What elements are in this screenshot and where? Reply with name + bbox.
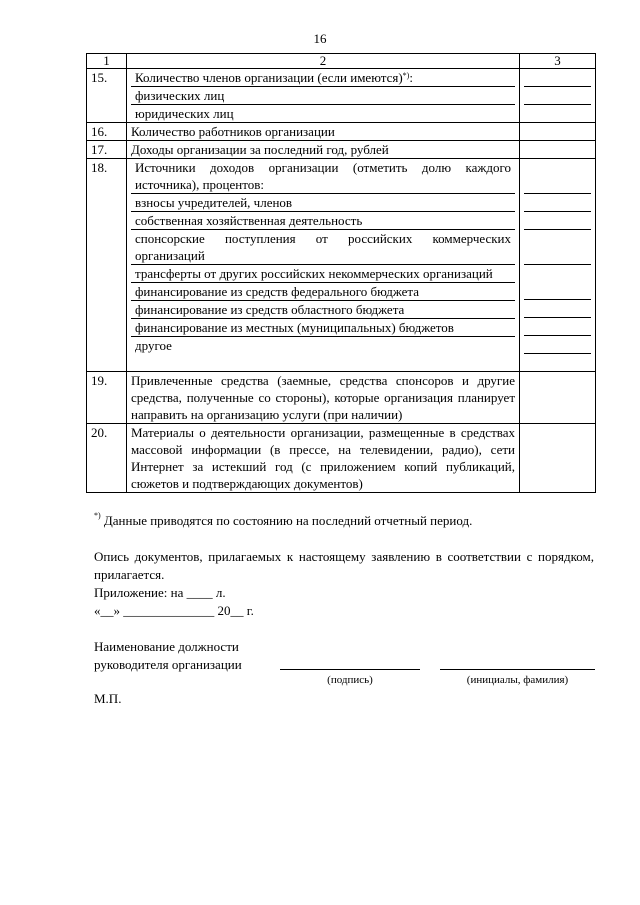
stamp-place: М.П. [94, 691, 122, 706]
row-content: Количество работников организации [127, 123, 520, 141]
header-col-2: 2 [127, 54, 520, 69]
row-line: трансферты от других российских некоммерческих организаций [131, 264, 515, 282]
row-line: финансирование из местных (муниципальных) бюджетов [131, 318, 515, 336]
value-cell[interactable] [520, 123, 596, 141]
table-row-17 [87, 141, 596, 159]
row-line: Источники доходов организации (отметить долю каждого источника), процентов: [135, 160, 511, 192]
row-content [127, 69, 520, 123]
row-content: Привлеченные средства (заемные, средства спонсоров и другие средства, полученные со стороны), которые организация планирует направить на организацию услуги (при наличии) [127, 372, 520, 424]
table-row-15 [87, 69, 596, 123]
table-header-row [87, 54, 596, 69]
footnote-mark: *) [402, 71, 410, 80]
row-line: спонсорские поступления от российских коммерческих организаций [131, 229, 515, 264]
page-number: 16 [313, 31, 327, 46]
footnote: *) Данные приводятся по состоянию на последний отчетный период. [94, 511, 473, 528]
application-form-table [86, 53, 596, 493]
documents-note: Опись документов, прилагаемых к настоящему заявлению в соответствии с порядком, прилагается. [94, 549, 594, 582]
row-content: Доходы организации за последний год, рублей [127, 141, 520, 159]
value-cell[interactable] [520, 424, 596, 493]
row-line: взносы учредителей, членов [131, 193, 515, 211]
signature-line[interactable] [280, 669, 420, 670]
header-col-3: 3 [520, 54, 596, 69]
row-number: 16. [87, 123, 127, 141]
row-number: 18. [87, 159, 127, 372]
row-content: Материалы о деятельности организации, размещенные в средствах массовой информации (в прессе, на телевидении, радио), сети Интернет за истекший год (с приложением копий публикаций, сюжетов и подтверждающих документов) [127, 424, 520, 493]
row-number: 15. [87, 69, 127, 123]
value-cell[interactable] [520, 372, 596, 424]
attachment-block [94, 584, 254, 620]
footnote-mark: *) [94, 511, 101, 520]
row-line: физических лиц [131, 86, 515, 104]
row-number: 17. [87, 141, 127, 159]
signature-caption: (подпись) [327, 674, 373, 686]
row-line: финансирование из средств областного бюджета [131, 300, 515, 318]
row-line: Количество членов организации (если имеются)*): [135, 70, 413, 85]
value-cell[interactable] [520, 69, 596, 123]
position-title: Наименование должности руководителя организации [94, 639, 242, 672]
header-col-1: 1 [87, 54, 127, 69]
row-line: юридических лиц [131, 104, 515, 122]
table-row-20 [87, 424, 596, 493]
row-number: 19. [87, 372, 127, 424]
row-line: другое [131, 336, 515, 354]
attachment-pages: Приложение: на ____ л. [94, 585, 226, 600]
name-caption: (инициалы, фамилия) [466, 674, 569, 686]
row-line: финансирование из средств федерального бюджета [131, 282, 515, 300]
row-line: собственная хозяйственная деятельность [131, 211, 515, 229]
row-content [127, 159, 520, 372]
value-cell[interactable] [520, 141, 596, 159]
table-row-16 [87, 123, 596, 141]
table-row-18 [87, 159, 596, 372]
table-row-19 [87, 372, 596, 424]
name-line[interactable] [440, 669, 595, 670]
value-cell[interactable] [520, 159, 596, 372]
attachment-date: «__» ______________ 20__ г. [94, 603, 254, 618]
row-number: 20. [87, 424, 127, 493]
